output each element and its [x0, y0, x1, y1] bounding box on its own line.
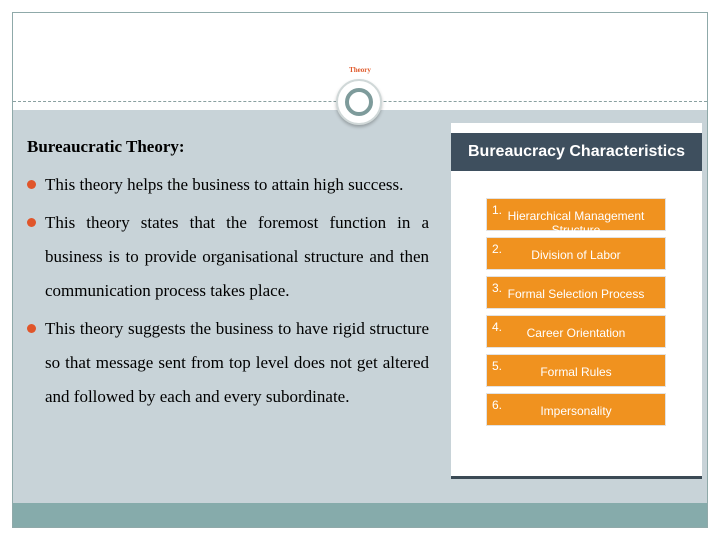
item-label: Formal Rules: [540, 365, 612, 379]
diagram-panel: [451, 123, 702, 479]
item-label: Hierarchical Management Structure: [507, 209, 645, 237]
item-label: Formal Selection Process: [507, 287, 645, 301]
characteristic-box: [486, 237, 666, 270]
item-number: 1.: [492, 203, 503, 217]
bullet-item: [27, 206, 429, 308]
slide-footer: [13, 503, 707, 527]
slide: [12, 12, 708, 528]
bullet-text: This theory suggests the business to have rigid structure so that message sent from top level does not get altered and followed by each and every subordinate.: [45, 319, 429, 406]
item-number: 6.: [492, 398, 503, 412]
item-number: 5.: [492, 359, 503, 373]
characteristic-box: [486, 354, 666, 387]
characteristic-box: [486, 393, 666, 426]
section-heading: Bureaucratic Theory:: [27, 137, 185, 156]
item-label: Division of Labor: [531, 248, 621, 262]
bullet-dot-icon: [27, 324, 36, 333]
bullet-dot-icon: [27, 180, 36, 189]
item-label: Career Orientation: [526, 326, 626, 340]
characteristic-box: [486, 315, 666, 348]
bullet-item: [27, 168, 429, 202]
characteristic-box: [486, 276, 666, 309]
item-label: Impersonality: [540, 404, 612, 418]
slide-title: Theory: [349, 66, 371, 74]
item-number: 4.: [492, 320, 503, 334]
bullet-dot-icon: [27, 218, 36, 227]
characteristic-box: [486, 198, 666, 237]
item-number: 2.: [492, 242, 503, 256]
ring-inner-icon: [345, 88, 373, 116]
content-area: [13, 110, 707, 504]
bullet-text: This theory states that the foremost function in a business is to provide organisational structure and then communication process takes place.: [45, 213, 429, 300]
ring-ornament-icon: [336, 79, 382, 125]
diagram-title: Bureaucracy Characteristics (Weber): [451, 133, 702, 171]
text-column: [27, 130, 429, 418]
bullet-text: This theory helps the business to attain high success.: [45, 175, 404, 194]
item-number: 3.: [492, 281, 503, 295]
bullet-item: [27, 312, 429, 414]
